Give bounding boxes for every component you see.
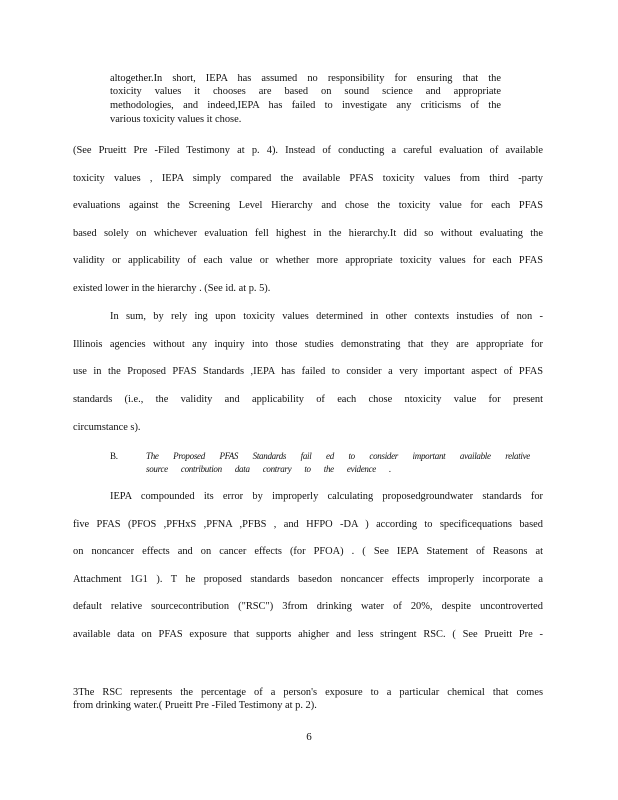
para2-line-3: use in the Proposed PFAS Standards ,IEPA has failed to consider a very important aspect of PFAS [73,366,543,377]
para1-line-1: (See Prueitt Pre -Filed Testimony at p. 4). Instead of conducting a careful evaluation of available [73,145,543,156]
para3-line-3: on noncancer effects and on cancer effects (for PFOA) . ( See IEPA Statement of Reasons at [73,546,543,557]
para3-line-2: five PFAS (PFOS ,PFHxS ,PFNA ,PFBS , and HFPO -DA ) according to specificequations based [73,519,543,530]
para2-line-5: circumstance s). [73,422,141,433]
section-heading-line-2: source contribution data contrary to the evidence . [146,464,391,474]
para3-line-4: Attachment 1G1 ). T he proposed standards basedon noncancer effects improperly incorporate a [73,574,543,585]
para3-line-1: IEPA compounded its error by improperly calculating proposedgroundwater standards for [110,491,543,502]
section-heading-line-1: The Proposed PFAS Standards fail ed to consider important available relative [146,451,530,461]
para3-line-5: default relative sourcecontribution ("RSC") 3from drinking water of 20%, despite uncontroverted [73,601,543,612]
para1-line-5: validity or applicability of each value or whether more appropriate toxicity values for each PFAS [73,255,543,266]
section-number: B. [110,451,118,461]
quote-line-3: methodologies, and indeed,IEPA has failed to investigate any criticisms of the [110,100,501,111]
quote-line-1: altogether.In short, IEPA has assumed no responsibility for ensuring that the [110,73,501,84]
page-number: 6 [306,731,312,743]
para2-line-1: In sum, by rely ing upon toxicity values determined in other contexts instudies of non - [110,311,543,322]
para1-line-4: based solely on whichever evaluation fell highest in the hierarchy.It did so without evaluating the [73,228,543,239]
section-heading [110,450,530,462]
para1-line-6: existed lower in the hierarchy . (See id. at p. 5). [73,283,271,294]
footnote-line-2: from drinking water.( Prueitt Pre -Filed Testimony at p. 2). [73,700,317,711]
quote-line-4: various toxicity values it chose. [110,114,242,125]
quote-line-2: toxicity values it chooses are based on sound science and appropriate [110,86,501,97]
para2-line-4: standards (i.e., the validity and applicability of each chose ntoxicity value for present [73,394,543,405]
para2-line-2: Illinois agencies without any inquiry into those studies demonstrating that they are appropriate for [73,339,543,350]
para1-line-3: evaluations against the Screening Level Hierarchy and chose the toxicity value for each PFAS [73,200,543,211]
para1-line-2: toxicity values , IEPA simply compared the available PFAS toxicity values from third -party [73,173,543,184]
para3-line-6: available data on PFAS exposure that supports ahigher and less stringent RSC. ( See Prueitt Pre - [73,629,543,640]
footnote-line-1: 3The RSC represents the percentage of a person's exposure to a particular chemical that comes [73,687,543,698]
